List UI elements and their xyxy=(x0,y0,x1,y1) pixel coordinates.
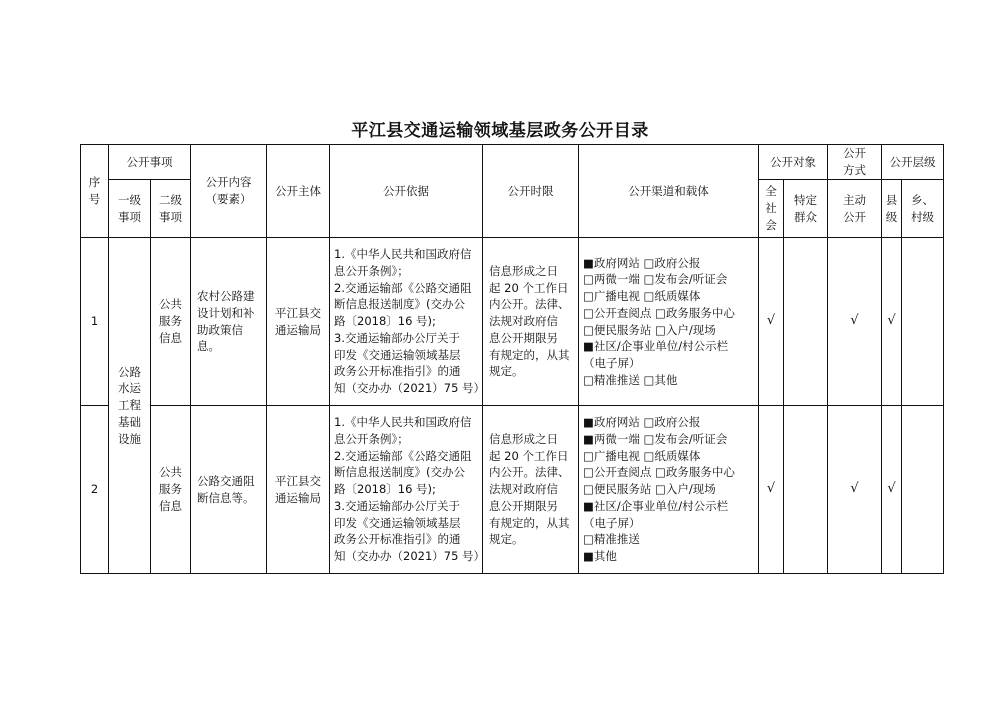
row-method-active-check: √ xyxy=(828,406,882,574)
row-level2: 公共服务信息 xyxy=(151,406,191,574)
row-time-limit: 信息形成之日 起 20 个工作日 内公开。法律、 法规对政府信 息公开期限另 有规定的，从其 规定。 xyxy=(483,406,579,574)
row-target-specific-check xyxy=(784,238,828,406)
row-target-all-check: √ xyxy=(759,238,784,406)
row-content: 农村公路建设计划和补助政策信息。 xyxy=(191,238,267,406)
table-row xyxy=(81,238,944,406)
header-basis: 公开依据 xyxy=(330,145,483,238)
row-target-all-check: √ xyxy=(759,406,784,574)
row-basis: 1.《中华人民共和国政府信 息公开条例》； 2.交通运输部《公路交通阻 断信息报送制度》(交办公 路〔2018〕16 号); 3.交通运输部办公厅关于 印发《交通运输领域基层 政务公开标准指引》的通 知（交办办（2021）75 号） xyxy=(330,406,483,574)
row-channels: ■政府网站 □政府公报 □两微一端 □发布会/听证会 □广播电视 □纸质媒体 □公开查阅点 □政务服务中心 □便民服务站 □入户/现场 ■社区/企事业单位/村公示栏 （电子屏） □精准推送 □其他 xyxy=(579,238,759,406)
row-layer-town-check xyxy=(902,238,944,406)
row-basis: 1.《中华人民共和国政府信 息公开条例》； 2.交通运输部《公路交通阻 断信息报送制度》(交办公 路〔2018〕16 号); 3.交通运输部办公厅关于 印发《交通运输领域基层 政务公开标准指引》的通 知（交办办（2021）75 号） xyxy=(330,238,483,406)
disclosure-catalog-table xyxy=(80,144,944,574)
row-seq: 2 xyxy=(81,406,109,574)
header-layer-county: 县级 xyxy=(882,180,902,238)
header-seq: 序号 xyxy=(81,145,109,238)
header-subject: 公开主体 xyxy=(267,145,330,238)
row-seq: 1 xyxy=(81,238,109,406)
header-method-active: 主动公开 xyxy=(828,180,882,238)
row-target-specific-check xyxy=(784,406,828,574)
header-level1: 一级事项 xyxy=(109,180,151,238)
header-target-all: 全社会 xyxy=(759,180,784,238)
row-content: 公路交通阻断信息等。 xyxy=(191,406,267,574)
row-layer-county-check: √ xyxy=(882,238,902,406)
header-method: 公开方式 xyxy=(828,145,882,180)
row-subject: 平江县交通运输局 xyxy=(267,406,330,574)
header-matter: 公开事项 xyxy=(109,145,191,180)
level1-item: 公路水运工程基础设施 xyxy=(109,238,151,574)
row-layer-county-check: √ xyxy=(882,406,902,574)
table-row xyxy=(81,406,944,574)
row-level2: 公共服务信息 xyxy=(151,238,191,406)
header-time-limit: 公开时限 xyxy=(483,145,579,238)
header-target: 公开对象 xyxy=(759,145,828,180)
row-layer-town-check xyxy=(902,406,944,574)
row-method-active-check: √ xyxy=(828,238,882,406)
row-subject: 平江县交通运输局 xyxy=(267,238,330,406)
row-time-limit: 信息形成之日 起 20 个工作日 内公开。法律、 法规对政府信 息公开期限另 有规定的，从其 规定。 xyxy=(483,238,579,406)
header-layer: 公开层级 xyxy=(882,145,944,180)
header-layer-town: 乡、村级 xyxy=(902,180,944,238)
header-level2: 二级事项 xyxy=(151,180,191,238)
header-content: 公开内容（要素） xyxy=(191,145,267,238)
header-channel: 公开渠道和载体 xyxy=(579,145,759,238)
document-title: 平江县交通运输领域基层政务公开目录 xyxy=(351,121,649,141)
row-channels: ■政府网站 □政府公报 ■两微一端 □发布会/听证会 □广播电视 □纸质媒体 □公开查阅点 □政务服务中心 □便民服务站 □入户/现场 ■社区/企事业单位/村公示栏 （电子屏） □精准推送 ■其他 xyxy=(579,406,759,574)
header-target-specific: 特定群众 xyxy=(784,180,828,238)
